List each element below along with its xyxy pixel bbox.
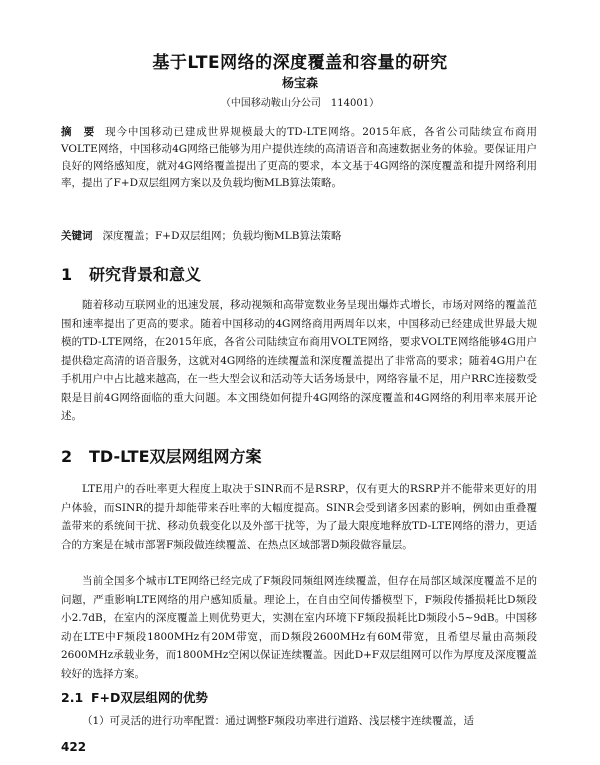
section-1-body: 随着移动互联网业的迅速发展，移动视频和高带宽数业务呈现出爆炸式增长，市场对网络的覆盖范围和速率提出了更高的要求。随着中国移动的4G网络商用两周年以来，中国移动已经建成世界最大规模的TD-LTE网络，在2015年底，各省公司陆续宣布商用VOLTE网络，要求VOLTE网络能够4G用户提供稳定高清的语音服务，这就对4G网络的连续覆盖和深度覆盖提出了非常高的要求；随着4G用户在手机用户中占比越来越高，在一些大型会议和活动等大话务场景中，网络容量不足，用户RRC连接数受限是目前4G网络面临的重大问题。本文围绕如何提升4G网络的深度覆盖和4G网络的利用率来展开论述。 xyxy=(61,299,537,422)
affiliation: （中国移动鞍山分公司 114001） xyxy=(220,98,380,109)
abstract-block xyxy=(61,124,537,192)
page-number: 422 xyxy=(61,740,87,754)
section-2-paragraph-2: 当前全国多个城市LTE网络已经完成了F频段同频组网连续覆盖，但存在局部区域深度覆盖不足的问题，严重影响LTE网络的用户感知质量。理论上，在自由空间传播模型下，F频段传播损耗比D频段小2.7dB，在室内的深度覆盖上则优势更大，实测在室内环境下F频段损耗比D频段小5~9dB。中国移动在LTE中F频段1800MHz有20M带宽，而D频段2600MHz有60M带宽，且希望尽量由高频段2600MHz承载业务，而1800MHz空闲以保证连续覆盖。因此D+F双层组网可以作为厚度及深度覆盖较好的选择方案。 xyxy=(61,575,537,680)
author-name: 杨宝森 xyxy=(281,76,318,90)
section-2-title: TD-LTE双层网组网方案 xyxy=(89,447,262,466)
keywords-label: 关键词 xyxy=(61,230,93,242)
section-2-heading xyxy=(61,444,262,467)
section-2-1-heading xyxy=(61,688,208,706)
section-2-paragraph-1: LTE用户的吞吐率更大程度上取决于SINR而不是RSRP，仅有更大的RSRP并不能带来更好的用户体验，而SINR的提升却能带来吞吐率的大幅度提高。SINR会受到诸多因素的影响，例如由重叠覆盖带来的系统间干扰、移动负载变化以及外部干扰等，为了最大限度地释放TD-LTE网络的潜力，更适合的方案是在城市部署F频段做连续覆盖、在热点区域部署D频段做容量层。 xyxy=(61,483,537,551)
keywords-block xyxy=(61,228,537,244)
abstract-text: 现今中国移动已建成世界规模最大的TD-LTE网络。2015年底，各省公司陆续宣布商用VOLTE网络，中国移动4G网络已能够为用户提供连续的高清语音和高速数据业务的体验。要保证用户良好的网络感知度，就对4G网络覆盖提出了更高的要求，本文基于4G网络的深度覆盖和提升网络利用率，提出了F+D双层组网方案以及负载均衡MLB算法策略。 xyxy=(61,126,538,189)
section-2-number: 2 xyxy=(61,447,73,466)
section-2-1-title: F+D双层组网的优势 xyxy=(91,690,208,705)
paper-title: 基于LTE网络的深度覆盖和容量的研究 xyxy=(152,53,448,73)
section-1-title: 研究背景和意义 xyxy=(89,265,202,284)
abstract-label: 摘 要 xyxy=(61,126,96,138)
section-2-1-number: 2.1 xyxy=(61,690,84,705)
keywords-text: 深度覆盖；F+D双层组网；负载均衡MLB算法策略 xyxy=(102,230,342,242)
section-1-number: 1 xyxy=(61,265,73,284)
section-2-1-paragraph-1: （1）可灵活的进行功率配置：通过调整F频段功率进行道路、浅层楼宇连续覆盖，适 xyxy=(82,715,474,727)
section-1-heading xyxy=(61,262,201,285)
